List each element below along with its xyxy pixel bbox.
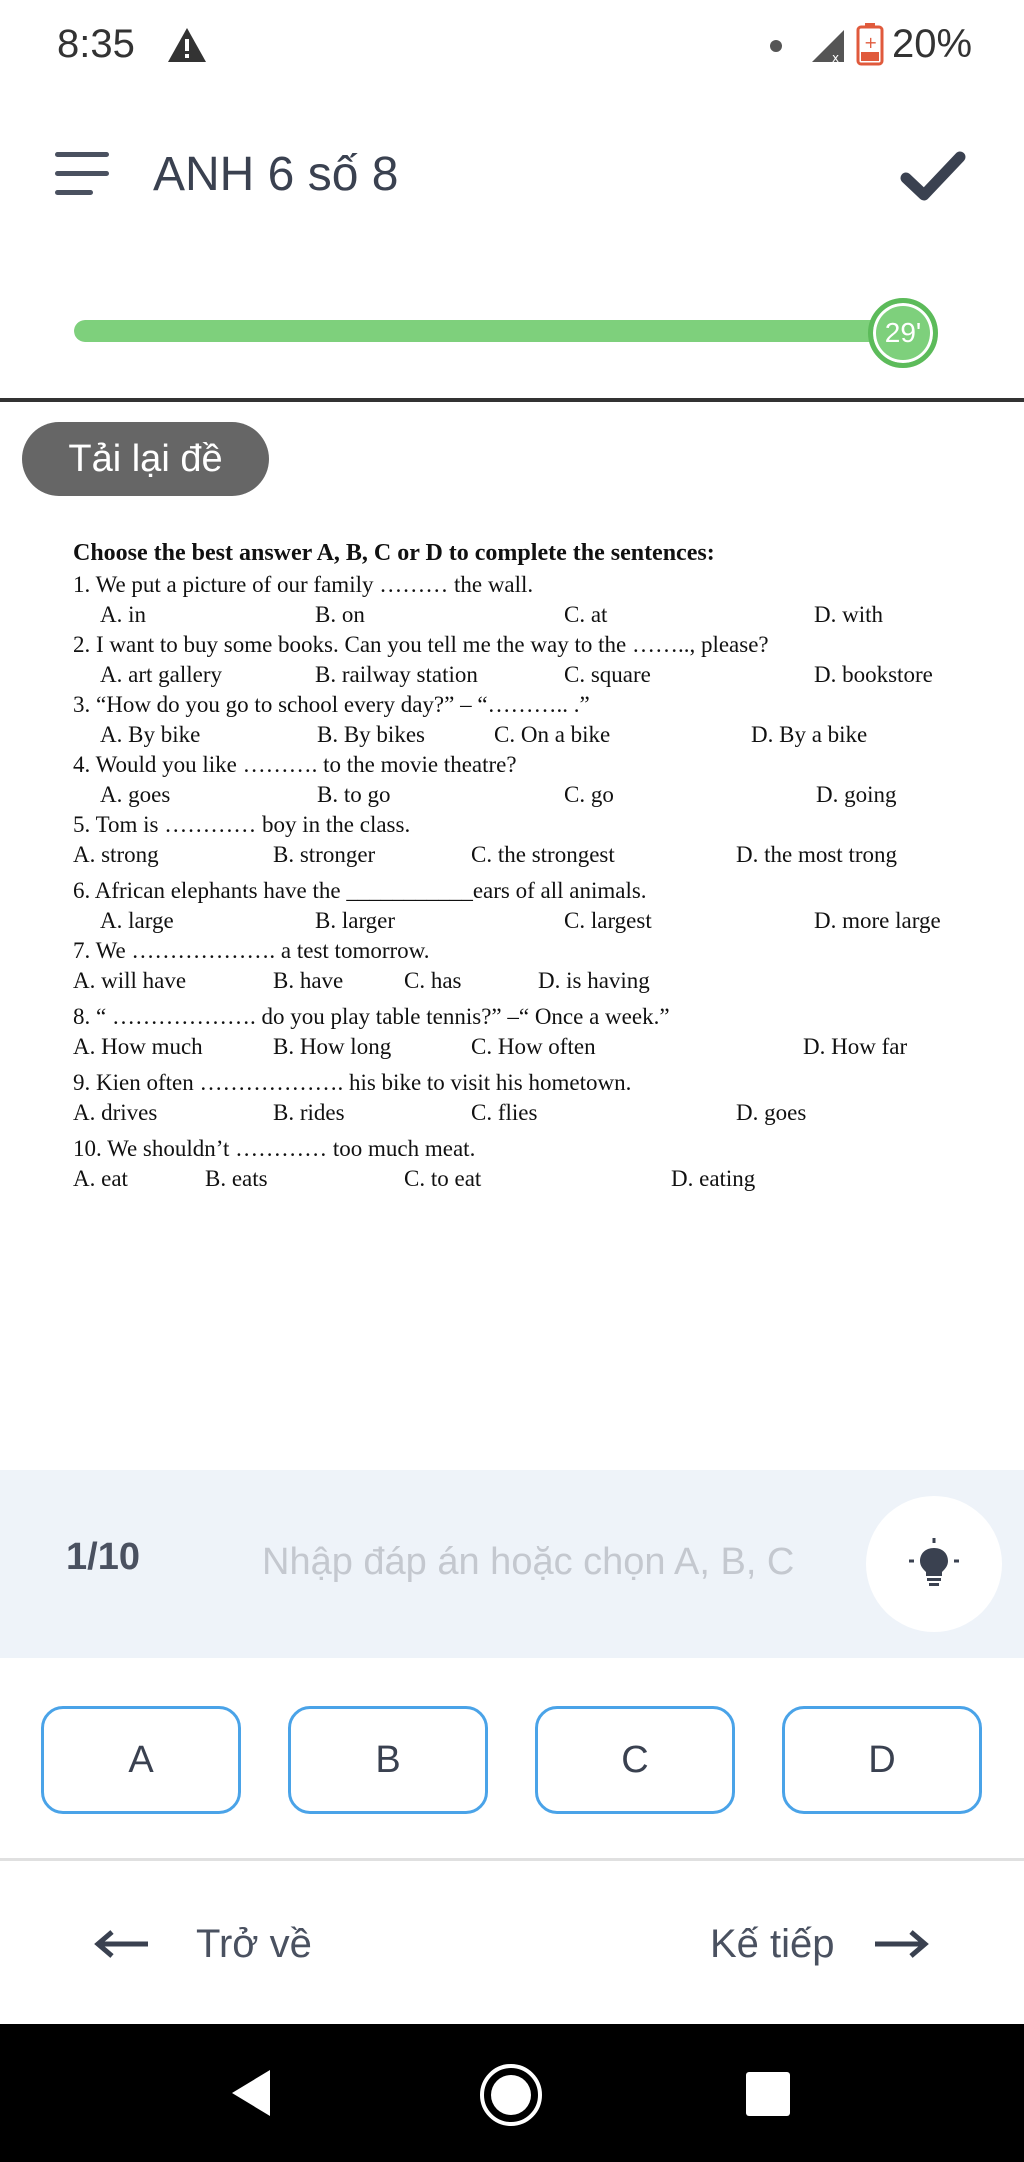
option-text: A. strong	[73, 842, 159, 867]
question-text: 4. Would you like ………. to the movie theatre?	[73, 752, 517, 777]
battery-icon	[856, 22, 884, 66]
divider	[0, 398, 1024, 402]
question-text: 6. African elephants have the ___________ears of all animals.	[73, 878, 647, 903]
option-row	[73, 659, 973, 690]
option-text: A. in	[100, 602, 146, 627]
option-row	[73, 965, 973, 996]
option-text: B. larger	[315, 908, 396, 933]
option-text: C. flies	[471, 1100, 538, 1125]
question-item	[73, 1002, 973, 1068]
question-text: 3. “How do you go to school every day?” – “……….. .”	[73, 692, 590, 717]
system-back-icon[interactable]	[230, 2068, 274, 2118]
option-row	[73, 1163, 973, 1194]
bottom-divider	[0, 1858, 1024, 1861]
choice-a-button[interactable]: A	[41, 1706, 241, 1814]
timer-badge: 29'	[868, 298, 938, 368]
option-text: D. with	[814, 602, 883, 627]
instruction: Choose the best answer A, B, C or D to complete the sentences:	[73, 540, 715, 566]
back-button[interactable]	[94, 1914, 312, 1974]
option-text: D. By a bike	[751, 722, 868, 747]
option-text: B. on	[315, 602, 365, 627]
option-text: B. By bikes	[317, 722, 425, 747]
option-text: D. is having	[538, 968, 650, 993]
next-label: Kế tiếp	[710, 1921, 835, 1966]
option-text: C. On a bike	[494, 722, 611, 747]
question-item	[73, 570, 973, 630]
question-text: 2. I want to buy some books. Can you tell me the way to the …….., please?	[73, 632, 769, 657]
option-text: A. drives	[73, 1100, 158, 1125]
arrow-right-icon	[873, 1929, 929, 1959]
choice-b-button[interactable]: B	[288, 1706, 488, 1814]
answer-input[interactable]	[262, 1526, 822, 1598]
question-text: 10. We shouldn’t ………… too much meat.	[73, 1136, 476, 1161]
question-item	[73, 876, 973, 936]
question-text: 1. We put a picture of our family ……… the wall.	[73, 572, 534, 597]
choice-c-button[interactable]: C	[535, 1706, 735, 1814]
next-button[interactable]	[710, 1914, 929, 1974]
system-recents-icon[interactable]	[746, 2072, 790, 2116]
option-text: D. How far	[803, 1034, 908, 1059]
question-item	[73, 1134, 973, 1200]
arrow-left-icon	[94, 1929, 150, 1959]
option-row	[73, 1031, 973, 1062]
option-text: B. have	[273, 968, 344, 993]
page-title: ANH 6 số 8	[153, 148, 399, 201]
option-text: D. more large	[814, 908, 941, 933]
question-item	[73, 936, 973, 1002]
status-bar	[0, 0, 1024, 92]
option-text: C. How often	[471, 1034, 596, 1059]
back-label: Trở về	[196, 1921, 312, 1966]
option-text: B. eats	[205, 1166, 268, 1191]
progress-bar	[74, 320, 910, 342]
option-text: B. to go	[317, 782, 391, 807]
option-text: D. eating	[671, 1166, 756, 1191]
question-item	[73, 630, 973, 690]
option-text: C. the strongest	[471, 842, 615, 867]
option-text: C. to eat	[404, 1166, 482, 1191]
option-row	[73, 839, 973, 870]
lightbulb-icon	[906, 1536, 962, 1592]
status-time: 8:35	[57, 22, 135, 66]
question-list	[73, 570, 973, 1200]
check-icon[interactable]	[900, 148, 966, 204]
option-text: C. square	[564, 662, 651, 687]
notification-dot-icon	[770, 40, 782, 52]
question-text: 8. “ ………………. do you play table tennis?” –“ Once a week.”	[73, 1004, 670, 1029]
reload-test-button[interactable]: Tải lại đề	[22, 422, 269, 496]
option-text: A. large	[100, 908, 174, 933]
option-row	[73, 1097, 973, 1128]
answer-bar	[0, 1470, 1024, 1658]
choice-buttons	[0, 1658, 1024, 1858]
option-text: A. By bike	[100, 722, 201, 747]
option-text: D. going	[816, 782, 897, 807]
question-item	[73, 810, 973, 876]
option-text: D. bookstore	[814, 662, 933, 687]
option-text: B. rides	[273, 1100, 345, 1125]
option-row	[73, 779, 973, 810]
question-item	[73, 750, 973, 810]
option-text: D. goes	[736, 1100, 807, 1125]
question-item	[73, 690, 973, 750]
option-text: C. largest	[564, 908, 652, 933]
question-text: 5. Tom is ………… boy in the class.	[73, 812, 411, 837]
option-text: B. stronger	[273, 842, 376, 867]
battery-percent: 20%	[892, 22, 973, 66]
hint-button[interactable]	[866, 1496, 1002, 1632]
question-item	[73, 1068, 973, 1134]
question-document	[73, 536, 973, 1200]
option-text: A. art gallery	[100, 662, 222, 687]
option-row	[73, 905, 973, 936]
option-text: C. has	[404, 968, 462, 993]
system-nav-bar	[0, 2024, 1024, 2162]
option-text: A. will have	[73, 968, 187, 993]
option-text: C. go	[564, 782, 614, 807]
question-text: 9. Kien often ………………. his bike to visit his hometown.	[73, 1070, 632, 1095]
option-row	[73, 719, 973, 750]
option-row	[73, 599, 973, 630]
svg-text:+: +	[864, 33, 878, 52]
progress-fill	[74, 320, 910, 342]
option-text: C. at	[564, 602, 608, 627]
system-home-icon[interactable]	[478, 2062, 544, 2128]
question-counter: 1/10	[66, 1536, 140, 1578]
signal-icon	[810, 28, 848, 64]
option-text: A. eat	[73, 1166, 128, 1191]
option-text: B. railway station	[315, 662, 478, 687]
option-text: A. goes	[100, 782, 171, 807]
choice-d-button[interactable]: D	[782, 1706, 982, 1814]
menu-icon[interactable]	[55, 152, 109, 196]
warning-icon	[166, 26, 208, 64]
option-text: B. How long	[273, 1034, 392, 1059]
question-text: 7. We ………………. a test tomorrow.	[73, 938, 430, 963]
option-text: D. the most trong	[736, 842, 897, 867]
svg-text:x: x	[832, 51, 840, 64]
option-text: A. How much	[73, 1034, 203, 1059]
